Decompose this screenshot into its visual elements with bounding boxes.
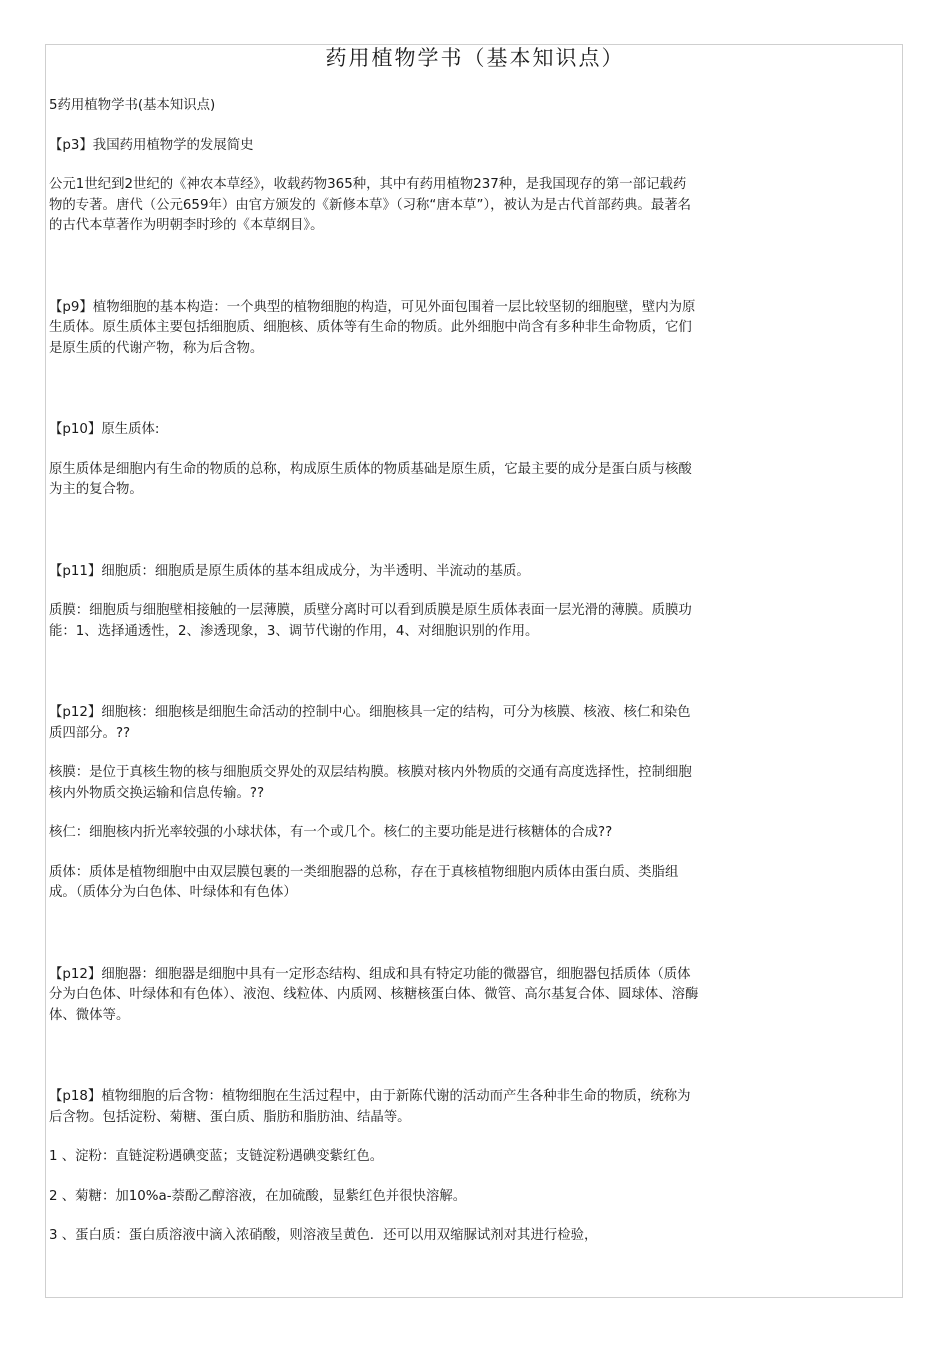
document-title: 药用植物学书（基本知识点） [325, 46, 625, 70]
paragraph-p11-cytoplasm: 【p11】细胞质：细胞质是原生质体的基本组成成分，为半透明、半流动的基质。 [49, 563, 530, 579]
paragraph-p12-organelles: 【p12】细胞器：细胞器是细胞中具有一定形态结构、组成和具有特定功能的微器官，细胞器包括质体（质体分为白色体、叶绿体和有色体）、液泡、线粒体、内质网、核糖核蛋白体、微管、高尔基复合体、圆球体、溶酶体、微体等。 [49, 966, 699, 1023]
list-item-inulin: 2 、菊糖：加10%a-萘酚乙醇溶液，在加硫酸，显紫红色并很快溶解。 [49, 1188, 467, 1204]
paragraph-plastid: 质体：质体是植物细胞中由双层膜包裹的一类细胞器的总称，存在于真核植物细胞内质体由蛋白质、类脂组成。（质体分为白色体、叶绿体和有色体） [49, 864, 679, 900]
paragraph-p3-heading: 【p3】我国药用植物学的发展简史 [49, 137, 254, 153]
paragraph-nuclear-membrane: 核膜：是位于真核生物的核与细胞质交界处的双层结构膜。核膜对核内外物质的交通有高度选择性，控制细胞核内外物质交换运输和信息传输。?? [49, 765, 692, 801]
paragraph-nucleolus: 核仁：细胞核内折光率较强的小球状体，有一个或几个。核仁的主要功能是进行核糖体的合成?? [49, 825, 613, 840]
list-item-starch: 1 、淀粉：直链淀粉遇碘变蓝；支链淀粉遇碘变紫红色。 [49, 1149, 384, 1164]
document-subtitle: 5药用植物学书(基本知识点) [49, 98, 216, 113]
paragraph-p10-heading: 【p10】原生质体: [49, 422, 160, 437]
paragraph-p10-protoplast: 原生质体是细胞内有生命的物质的总称，构成原生质体的物质基础是原生质，它最主要的成分是蛋白质与核酸为主的复合物。 [49, 461, 692, 497]
paragraph-p3-history: 公元1世纪到2世纪的《神农本草经》，收载药物365种，其中有药用植物237种，是我国现存的第一部记载药物的专著。唐代（公元659年）由官方颁发的《新修本草》（习称“唐本草”），被认为是古代首部药典。最著名的古代本草著作为明朝李时珍的《本草纲目》。 [49, 177, 691, 233]
paragraph-p11-plasma-membrane: 质膜：细胞质与细胞壁相接触的一层薄膜，质壁分离时可以看到质膜是原生质体表面一层光滑的薄膜。质膜功能：1、选择通透性，2、渗透现象，3、调节代谢的作用，4、对细胞识别的作用。 [49, 603, 692, 639]
list-item-protein: 3 、蛋白质：蛋白质溶液中滴入浓硝酸，则溶液呈黄色．还可以用双缩脲试剂对其进行检验， [49, 1228, 598, 1243]
document-body [49, 96, 699, 1247]
paragraph-p18-ergastic-substances: 【p18】植物细胞的后含物：植物细胞在生活过程中，由于新陈代谢的活动而产生各种非生命的物质，统称为后含物。包括淀粉、菊糖、蛋白质、脂肪和脂肪油、结晶等。 [49, 1089, 691, 1125]
paragraph-p9-cell-structure: 【p9】植物细胞的基本构造：一个典型的植物细胞的构造，可见外面包围着一层比较坚韧的细胞壁，壁内为原生质体。原生质体主要包括细胞质、细胞核、质体等有生命的物质。此外细胞中尚含有多种非生命物质，它们是原生质的代谢产物，称为后含物。 [49, 299, 696, 356]
paragraph-p12-nucleus: 【p12】细胞核：细胞核是细胞生命活动的控制中心。细胞核具一定的结构，可分为核膜、核液、核仁和染色质四部分。?? [49, 705, 691, 741]
